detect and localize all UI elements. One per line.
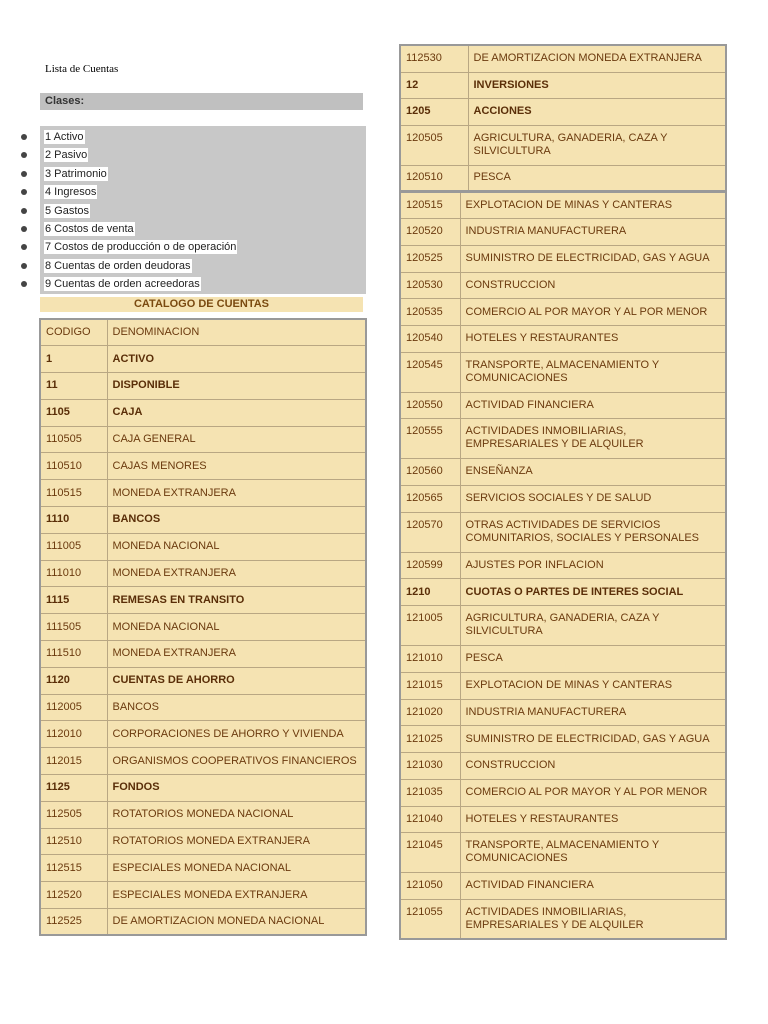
- account-code-cell: 120560: [400, 459, 460, 486]
- account-code-cell: 11: [40, 373, 107, 400]
- table-row: [40, 855, 366, 882]
- table-row: [400, 459, 726, 486]
- bullet-icon: [21, 263, 27, 269]
- table-row: [400, 753, 726, 780]
- account-name-cell: ACTIVO: [107, 346, 366, 373]
- table-row: [400, 726, 726, 753]
- account-name-cell: EXPLOTACION DE MINAS Y CANTERAS: [460, 192, 726, 219]
- table-row: [400, 419, 726, 459]
- table-row: [400, 833, 726, 873]
- account-name-cell: DE AMORTIZACION MONEDA NACIONAL: [107, 909, 366, 936]
- account-code-cell: 111505: [40, 614, 107, 641]
- account-name-cell: PESCA: [460, 646, 726, 673]
- account-name-cell: ESPECIALES MONEDA NACIONAL: [107, 855, 366, 882]
- clases-header-bar: [40, 93, 363, 110]
- account-code-cell: 1210: [400, 579, 460, 606]
- account-code-cell: 1205: [400, 98, 468, 125]
- account-code-cell: 112005: [40, 694, 107, 721]
- account-name-cell: TRANSPORTE, ALMACENAMIENTO Y COMUNICACIONES: [460, 833, 726, 873]
- bullet-icon: [21, 208, 27, 214]
- account-name-cell: COMERCIO AL POR MAYOR Y AL POR MENOR: [460, 299, 726, 326]
- account-name-cell: HOTELES Y RESTAURANTES: [460, 806, 726, 833]
- account-name-cell: SUMINISTRO DE ELECTRICIDAD, GAS Y AGUA: [460, 245, 726, 272]
- account-name-cell: AGRICULTURA, GANADERIA, CAZA Y SILVICULTURA: [460, 606, 726, 646]
- account-name-cell: AGRICULTURA, GANADERIA, CAZA Y SILVICULTURA: [468, 125, 726, 165]
- account-code-cell: 112015: [40, 748, 107, 775]
- account-code-cell: 121050: [400, 873, 460, 900]
- table-row: [40, 614, 366, 641]
- table-row: [40, 319, 366, 346]
- account-name-cell: ESPECIALES MONEDA EXTRANJERA: [107, 882, 366, 909]
- table-row: [40, 426, 366, 453]
- account-code-cell: 120525: [400, 245, 460, 272]
- account-name-cell: SUMINISTRO DE ELECTRICIDAD, GAS Y AGUA: [460, 726, 726, 753]
- account-name-cell: ENSEÑANZA: [460, 459, 726, 486]
- table-row: [40, 694, 366, 721]
- account-name-cell: ACTIVIDADES INMOBILIARIAS, EMPRESARIALES Y DE ALQUILER: [460, 899, 726, 939]
- class-item-label: 3 Patrimonio: [45, 167, 107, 180]
- account-code-cell: 120545: [400, 352, 460, 392]
- account-code-cell: 112510: [40, 828, 107, 855]
- table-row: [400, 326, 726, 353]
- account-name-cell: MONEDA EXTRANJERA: [107, 480, 366, 507]
- account-code-cell: 112515: [40, 855, 107, 882]
- table-row: [40, 399, 366, 426]
- bullet-icon: [21, 226, 27, 232]
- table-row: [400, 165, 726, 191]
- account-code-cell: 120505: [400, 125, 468, 165]
- table-row: [400, 579, 726, 606]
- account-name-cell: ACTIVIDAD FINANCIERA: [460, 392, 726, 419]
- bullet-icon: [21, 189, 27, 195]
- account-code-cell: 121020: [400, 699, 460, 726]
- account-name-cell: CAJAS MENORES: [107, 453, 366, 480]
- table-row: [40, 507, 366, 534]
- account-code-cell: 112505: [40, 801, 107, 828]
- table-row: [40, 667, 366, 694]
- account-code-cell: 110515: [40, 480, 107, 507]
- account-code-cell: 1110: [40, 507, 107, 534]
- account-name-cell: INVERSIONES: [468, 72, 726, 98]
- account-name-cell: BANCOS: [107, 507, 366, 534]
- table-row: [400, 392, 726, 419]
- class-item-label: 1 Activo: [45, 131, 84, 143]
- account-code-cell: 120515: [400, 192, 460, 219]
- account-code-cell: 120599: [400, 552, 460, 579]
- account-name-cell: ACCIONES: [468, 98, 726, 125]
- document-title: Lista de Cuentas: [45, 63, 119, 75]
- account-code-cell: 1125: [40, 775, 107, 802]
- table-row: [40, 882, 366, 909]
- account-name-cell: ACTIVIDAD FINANCIERA: [460, 873, 726, 900]
- account-code-cell: 121030: [400, 753, 460, 780]
- table-row: [40, 560, 366, 587]
- account-code-cell: 120510: [400, 165, 468, 191]
- table-row: [40, 587, 366, 614]
- account-name-cell: MONEDA NACIONAL: [107, 533, 366, 560]
- account-name-cell: AJUSTES POR INFLACION: [460, 552, 726, 579]
- table-row: [400, 299, 726, 326]
- account-name-cell: DISPONIBLE: [107, 373, 366, 400]
- account-name-cell: MONEDA NACIONAL: [107, 614, 366, 641]
- account-code-cell: 120540: [400, 326, 460, 353]
- account-name-cell: CONSTRUCCION: [460, 753, 726, 780]
- account-code-cell: 120555: [400, 419, 460, 459]
- table-row: [400, 672, 726, 699]
- account-name-cell: CUOTAS O PARTES DE INTERES SOCIAL: [460, 579, 726, 606]
- table-row: [400, 779, 726, 806]
- table-row: [400, 352, 726, 392]
- accounts-table-right-bottom: [399, 191, 727, 940]
- account-code-cell: 121010: [400, 646, 460, 673]
- table-row: [40, 641, 366, 668]
- account-code-cell: 111010: [40, 560, 107, 587]
- account-name-cell: CAJA: [107, 399, 366, 426]
- table-row: [400, 512, 726, 552]
- account-code-cell: 120570: [400, 512, 460, 552]
- table-row: [40, 453, 366, 480]
- table-row: [400, 98, 726, 125]
- account-code-cell: 121045: [400, 833, 460, 873]
- account-name-cell: CORPORACIONES DE AHORRO Y VIVIENDA: [107, 721, 366, 748]
- account-code-cell: 112010: [40, 721, 107, 748]
- table-row: [40, 748, 366, 775]
- class-item-label: 4 Ingresos: [45, 186, 97, 199]
- account-name-cell: ROTATORIOS MONEDA EXTRANJERA: [107, 828, 366, 855]
- account-code-cell: 111510: [40, 641, 107, 668]
- account-name-cell: COMERCIO AL POR MAYOR Y AL POR MENOR: [460, 779, 726, 806]
- table-row: [40, 775, 366, 802]
- account-name-cell: EXPLOTACION DE MINAS Y CANTERAS: [460, 672, 726, 699]
- table-row: [400, 192, 726, 219]
- account-code-cell: 1105: [40, 399, 107, 426]
- account-name-cell: OTRAS ACTIVIDADES DE SERVICIOS COMUNITARIOS, SOCIALES Y PERSONALES: [460, 512, 726, 552]
- table-row: [400, 606, 726, 646]
- account-code-cell: 112520: [40, 882, 107, 909]
- table-row: [400, 272, 726, 299]
- account-code-cell: 121055: [400, 899, 460, 939]
- bullet-icon: [21, 134, 27, 140]
- account-code-cell: 112530: [400, 45, 468, 72]
- table-row: [40, 373, 366, 400]
- account-name-cell: REMESAS EN TRANSITO: [107, 587, 366, 614]
- bullet-icon: [21, 152, 27, 158]
- bullet-icon: [21, 244, 27, 250]
- table-row: [40, 480, 366, 507]
- account-code-cell: 110505: [40, 426, 107, 453]
- account-code-cell: 12: [400, 72, 468, 98]
- table-row: [400, 245, 726, 272]
- bullet-icon: [21, 171, 27, 177]
- account-code-cell: 120530: [400, 272, 460, 299]
- account-name-cell: SERVICIOS SOCIALES Y DE SALUD: [460, 485, 726, 512]
- table-row: [400, 646, 726, 673]
- table-row: [400, 72, 726, 98]
- account-name-cell: PESCA: [468, 165, 726, 191]
- class-item-label: 9 Cuentas de orden acreedoras: [45, 278, 200, 291]
- class-item-label: 2 Pasivo: [45, 149, 88, 162]
- table-row: [40, 533, 366, 560]
- account-code-cell: 121040: [400, 806, 460, 833]
- table-row: [40, 721, 366, 748]
- table-row: [40, 828, 366, 855]
- account-name-cell: CONSTRUCCION: [460, 272, 726, 299]
- account-name-cell: ORGANISMOS COOPERATIVOS FINANCIEROS: [107, 748, 366, 775]
- clases-header: Clases:: [45, 95, 85, 107]
- table-row: [400, 899, 726, 939]
- account-name-cell: HOTELES Y RESTAURANTES: [460, 326, 726, 353]
- class-item-label: 8 Cuentas de orden deudoras: [45, 259, 191, 272]
- bullet-icon: [21, 281, 27, 287]
- account-code-cell: 111005: [40, 533, 107, 560]
- account-name-cell: CAJA GENERAL: [107, 426, 366, 453]
- account-code-cell: 120550: [400, 392, 460, 419]
- account-code-cell: 112525: [40, 909, 107, 936]
- account-name-cell: BANCOS: [107, 694, 366, 721]
- table-row: [400, 125, 726, 165]
- account-code-cell: 1120: [40, 667, 107, 694]
- account-name-cell: DENOMINACION: [107, 319, 366, 346]
- account-name-cell: INDUSTRIA MANUFACTURERA: [460, 219, 726, 246]
- account-code-cell: 110510: [40, 453, 107, 480]
- account-name-cell: ROTATORIOS MONEDA NACIONAL: [107, 801, 366, 828]
- table-row: [400, 45, 726, 72]
- accounts-table-left: [39, 318, 367, 936]
- account-name-cell: ACTIVIDADES INMOBILIARIAS, EMPRESARIALES Y DE ALQUILER: [460, 419, 726, 459]
- account-code-cell: 120535: [400, 299, 460, 326]
- account-name-cell: MONEDA EXTRANJERA: [107, 641, 366, 668]
- account-code-cell: 121005: [400, 606, 460, 646]
- table-row: [40, 909, 366, 936]
- class-item-label: 5 Gastos: [45, 204, 90, 217]
- account-code-cell: 121025: [400, 726, 460, 753]
- table-row: [40, 346, 366, 373]
- account-code-cell: 1115: [40, 587, 107, 614]
- table-row: [400, 485, 726, 512]
- table-row: [400, 806, 726, 833]
- account-name-cell: INDUSTRIA MANUFACTURERA: [460, 699, 726, 726]
- class-item-label: 7 Costos de producción o de operación: [45, 241, 237, 254]
- account-name-cell: MONEDA EXTRANJERA: [107, 560, 366, 587]
- table-row: [400, 552, 726, 579]
- table-row: [400, 699, 726, 726]
- account-code-cell: 120520: [400, 219, 460, 246]
- account-name-cell: CUENTAS DE AHORRO: [107, 667, 366, 694]
- table-row: [400, 873, 726, 900]
- account-name-cell: TRANSPORTE, ALMACENAMIENTO Y COMUNICACIONES: [460, 352, 726, 392]
- account-code-cell: 120565: [400, 485, 460, 512]
- account-code-cell: CODIGO: [40, 319, 107, 346]
- account-name-cell: FONDOS: [107, 775, 366, 802]
- account-code-cell: 121035: [400, 779, 460, 806]
- class-item-label: 6 Costos de venta: [45, 222, 134, 235]
- account-code-cell: 1: [40, 346, 107, 373]
- catalog-title: CATALOGO DE CUENTAS: [40, 297, 363, 312]
- table-row: [40, 801, 366, 828]
- table-row: [400, 219, 726, 246]
- accounts-table-right-top: [399, 44, 727, 192]
- account-name-cell: DE AMORTIZACION MONEDA EXTRANJERA: [468, 45, 726, 72]
- account-code-cell: 121015: [400, 672, 460, 699]
